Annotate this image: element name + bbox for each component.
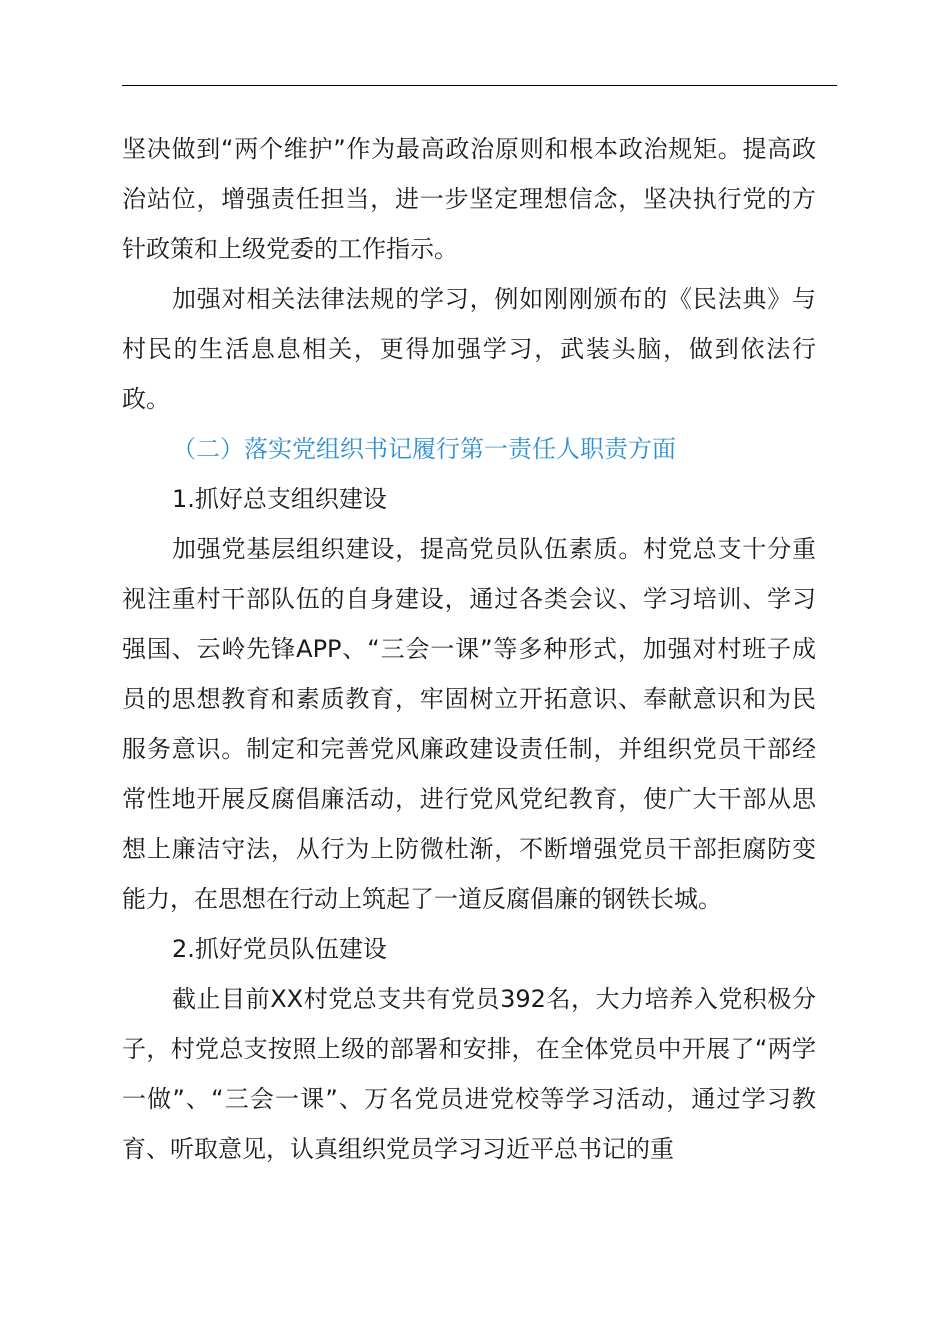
section-heading-secretary-duties: （二）落实党组织书记履行第一责任人职责方面 xyxy=(172,435,676,463)
paragraph-civil-code-study: 加强对相关法律法规的学习，例如刚刚颁布的《民法典》与村民的生活息息相关，更得加强学习，武装头脑，做到依法行政。 xyxy=(122,285,816,413)
document-body xyxy=(122,124,816,1174)
paragraph-organization-building: 加强党基层组织建设，提高党员队伍素质。村党总支十分重视注重村干部队伍的自身建设，通过各类会议、学习培训、学习强国、云岭先锋APP、“三会一课”等多种形式，加强对村班子成员的思想教育和素质教育，牢固树立开拓意识、奉献意识和为民服务意识。制定和完善党风廉政建设责任制，并组织党员干部经常性地开展反腐倡廉活动，进行党风党纪教育，使广大干部从思想上廉洁守法，从行为上防微杜渐，不断增强党员干部拒腐防变能力，在思想在行动上筑起了一道反腐倡廉的钢铁长城。 xyxy=(122,535,816,913)
subheading-member-team-building: 2.抓好党员队伍建设 xyxy=(172,935,387,963)
paragraph-member-team-building: 截止目前XX村党总支共有党员392名，大力培养入党积极分子，村党总支按照上级的部署和安排，在全体党员中开展了“两学一做”、“三会一课”、万名党员进党校等学习活动，通过学习教育、听取意见，认真组织党员学习习近平总书记的重 xyxy=(122,985,816,1163)
subheading-organization-building: 1.抓好总支组织建设 xyxy=(172,485,387,513)
header-rule xyxy=(122,85,837,86)
paragraph-continuation-two-safeguards: 坚决做到“两个维护”作为最高政治原则和根本政治规矩。提高政治站位，增强责任担当，进一步坚定理想信念，坚决执行党的方针政策和上级党委的工作指示。 xyxy=(122,135,816,263)
